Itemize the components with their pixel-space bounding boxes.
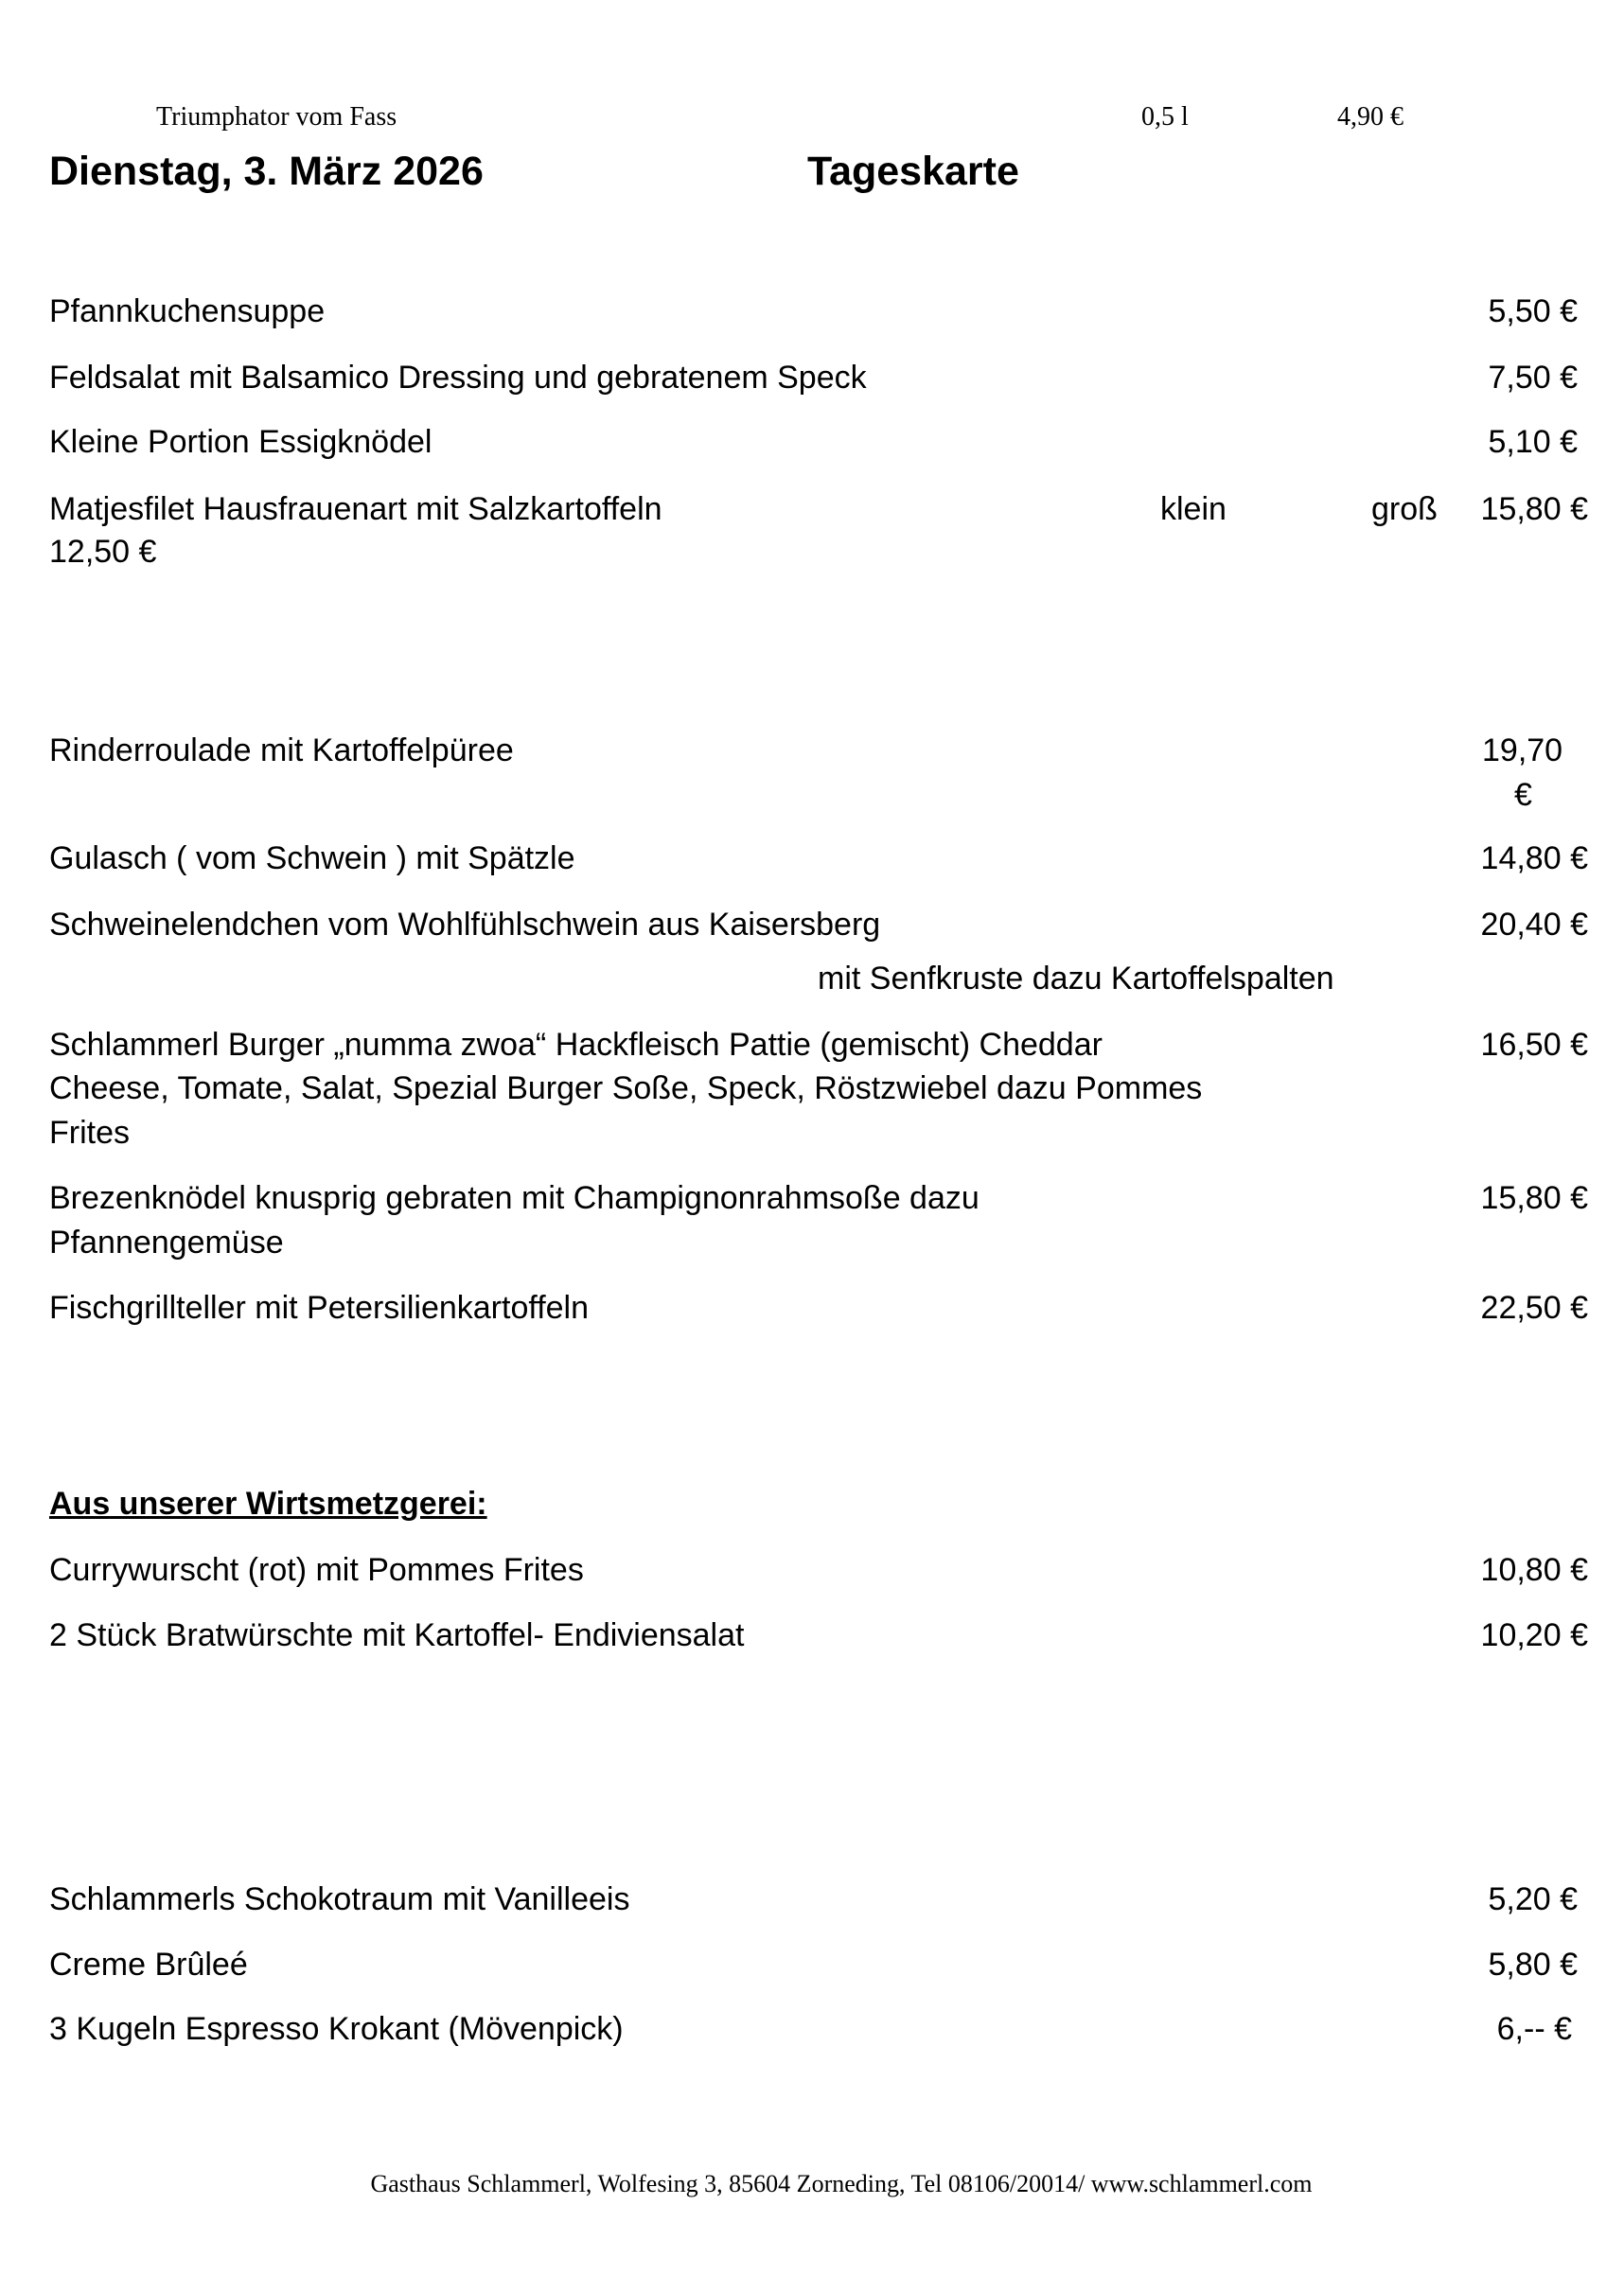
dessert-price: 5,20 €	[1488, 1881, 1578, 1917]
dish-description: mit Senfkruste dazu Kartoffelspalten	[818, 961, 1334, 997]
menu-date: Dienstag, 3. März 2026	[49, 149, 484, 194]
dessert-name: Creme Brûleé	[49, 1947, 248, 1983]
dish-name: 2 Stück Bratwürschte mit Kartoffel- Endiviensalat	[49, 1617, 745, 1653]
dish-description: Cheese, Tomate, Salat, Spezial Burger Soße, Speck, Röstzwiebel dazu Pommes	[49, 1070, 1203, 1106]
dish-description: Pfannengemüse	[49, 1225, 284, 1261]
size-large-label: groß	[1371, 491, 1438, 527]
dish-price-large: 15,80 €	[1480, 491, 1588, 527]
dish-name: Schweinelendchen vom Wohlfühlschwein aus Kaisersberg	[49, 907, 881, 943]
dessert-name: 3 Kugeln Espresso Krokant (Mövenpick)	[49, 2011, 624, 2047]
dish-name: Matjesfilet Hausfrauenart mit Salzkartoffeln	[49, 491, 662, 527]
drink-price: 4,90 €	[1337, 102, 1403, 132]
footer-address: Gasthaus Schlammerl, Wolfesing 3, 85604 Zorneding, Tel 08106/20014/ www.schlammerl.com	[370, 2170, 1313, 2197]
dish-price: 7,50 €	[1488, 360, 1578, 396]
section-heading: Aus unserer Wirtsmetzgerei:	[49, 1486, 487, 1522]
dish-price: 19,70	[1482, 732, 1563, 768]
dessert-price: 6,-- €	[1496, 2011, 1572, 2047]
dish-price-currency: €	[1514, 777, 1532, 813]
dessert-price: 5,80 €	[1488, 1947, 1578, 1983]
dish-price: 10,20 €	[1480, 1617, 1588, 1653]
dish-name: Currywurscht (rot) mit Pommes Frites	[49, 1552, 584, 1588]
dish-price: 16,50 €	[1480, 1027, 1588, 1063]
dish-name: Gulasch ( vom Schwein ) mit Spätzle	[49, 840, 575, 876]
dish-price: 10,80 €	[1480, 1552, 1588, 1588]
dish-price: 5,10 €	[1488, 424, 1578, 460]
size-small-label: klein	[1160, 491, 1227, 527]
dish-description: Frites	[49, 1115, 130, 1151]
dish-price: 22,50 €	[1480, 1290, 1588, 1326]
drink-name: Triumphator vom Fass	[156, 102, 397, 132]
dish-price-small: 12,50 €	[49, 534, 157, 570]
dish-name: Schlammerl Burger „numma zwoa“ Hackfleisch Pattie (gemischt) Cheddar	[49, 1027, 1103, 1063]
dish-name: Fischgrillteller mit Petersilienkartoffeln	[49, 1290, 590, 1326]
dish-price: 20,40 €	[1480, 907, 1588, 943]
dish-price: 15,80 €	[1480, 1180, 1588, 1216]
dish-name: Pfannkuchensuppe	[49, 293, 326, 329]
dish-price: 14,80 €	[1480, 840, 1588, 876]
page-title: Tageskarte	[807, 149, 1019, 194]
dish-name: Brezenknödel knusprig gebraten mit Champignonrahmsoße dazu	[49, 1180, 980, 1216]
dish-name: Kleine Portion Essigknödel	[49, 424, 432, 460]
dish-price: 5,50 €	[1488, 293, 1578, 329]
dish-name: Rinderroulade mit Kartoffelpüree	[49, 732, 514, 768]
dish-name: Feldsalat mit Balsamico Dressing und gebratenem Speck	[49, 360, 867, 396]
dessert-name: Schlammerls Schokotraum mit Vanilleeis	[49, 1881, 630, 1917]
drink-size: 0,5 l	[1141, 102, 1189, 132]
